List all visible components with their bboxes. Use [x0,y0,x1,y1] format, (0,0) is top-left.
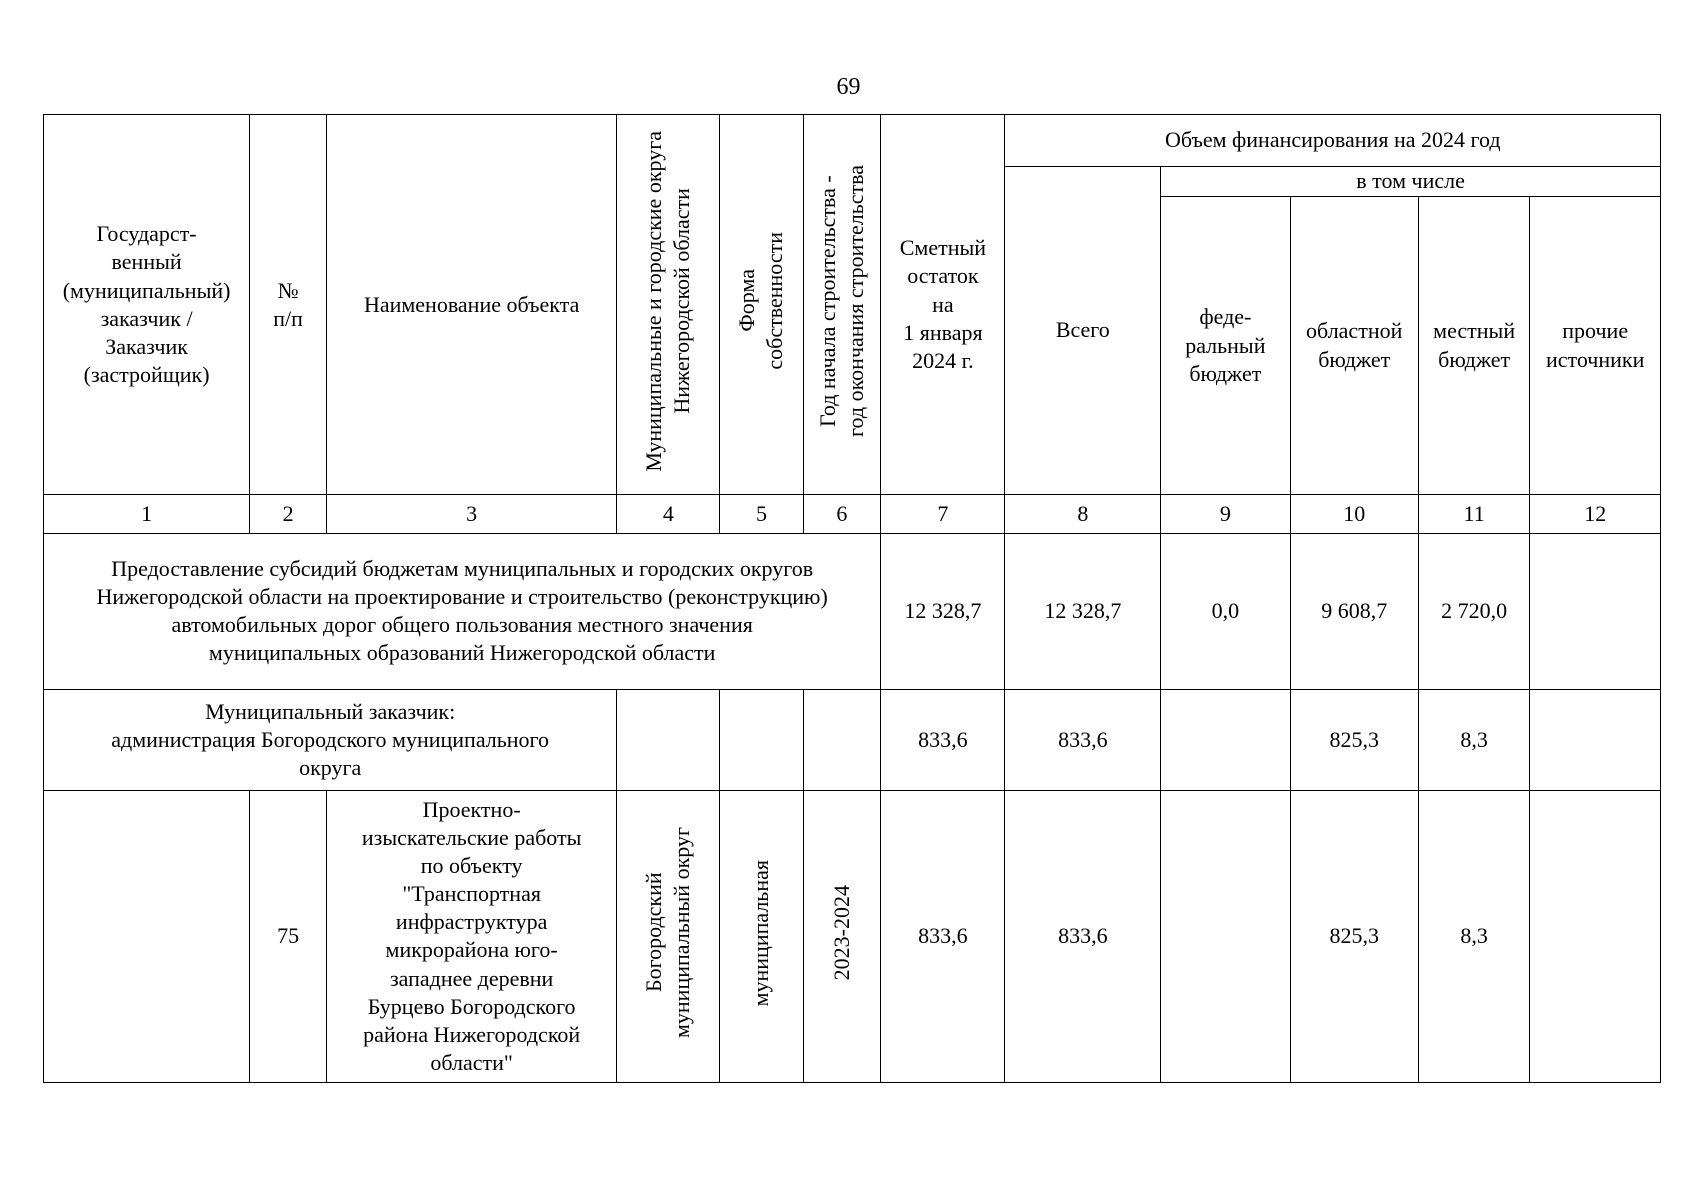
object-row [44,790,1661,1082]
header-district: Муниципальные и городские округа Нижегородской области [641,130,695,472]
object-federal [1161,790,1290,1082]
page-number: 69 [836,74,861,100]
section-total: 12 328,7 [1005,533,1161,689]
header-years: Год начала строительства - год окончания строительства [814,165,868,438]
column-number: 4 [617,495,720,533]
section-local: 2 720,0 [1418,533,1530,689]
object-regional: 825,3 [1290,790,1418,1082]
financing-table [43,114,1661,1083]
section-title: Предоставление субсидий бюджетам муниципальных и городских округов Нижегородской области на проектирование и строительство (реконструкцию) автомобильных дорог общего пользования местного значения муниципальных образований Нижегородской области [44,533,881,689]
object-years: 2023-2024 [828,885,854,981]
object-ownership: муниципальная [748,859,774,1007]
column-number: 3 [326,495,616,533]
object-other [1530,790,1661,1082]
header-local: местный бюджет [1418,196,1530,495]
header-financing-title: Объем финансирования на 2024 год [1005,115,1661,167]
object-years-cell [803,790,881,1082]
customer-local: 8,3 [1418,689,1530,790]
section-other [1530,533,1661,689]
column-number: 8 [1005,495,1161,533]
object-local: 8,3 [1418,790,1530,1082]
header-number: № п/п [250,115,327,495]
section-row [44,533,1661,689]
column-number: 11 [1418,495,1530,533]
header-estimate-remainder: Сметный остаток на 1 января 2024 г. [881,115,1005,495]
section-estimate-remainder: 12 328,7 [881,533,1005,689]
column-number: 7 [881,495,1005,533]
object-estimate-remainder: 833,6 [881,790,1005,1082]
header-customer: Государст- венный (муниципальный) заказчик / Заказчик (застройщик) [44,115,250,495]
customer-other [1530,689,1661,790]
section-federal: 0,0 [1161,533,1290,689]
column-number: 1 [44,495,250,533]
header-ownership: Форма собственности [734,232,788,370]
header-years-cell [803,115,881,495]
header-row [44,115,1661,167]
object-number: 75 [250,790,327,1082]
column-number: 5 [720,495,803,533]
header-regional: областной бюджет [1290,196,1418,495]
column-number: 6 [803,495,881,533]
column-numbers-row [44,495,1661,533]
column-number: 12 [1530,495,1661,533]
customer-name: Муниципальный заказчик: администрация Богородского муниципального округа [44,689,617,790]
customer-ownership [720,689,803,790]
header-including: в том числе [1161,166,1661,196]
header-ownership-cell [720,115,803,495]
object-ownership-cell [720,790,803,1082]
customer-federal [1161,689,1290,790]
customer-estimate-remainder: 833,6 [881,689,1005,790]
header-district-cell [617,115,720,495]
object-district-cell [617,790,720,1082]
customer-years [803,689,881,790]
column-number: 9 [1161,495,1290,533]
section-regional: 9 608,7 [1290,533,1418,689]
object-total: 833,6 [1005,790,1161,1082]
customer-row [44,689,1661,790]
header-federal: феде- ральный бюджет [1161,196,1290,495]
object-district: Богородский муниципальный округ [641,827,695,1039]
object-customer [44,790,250,1082]
customer-regional: 825,3 [1290,689,1418,790]
header-object-name: Наименование объекта [326,115,616,495]
header-total: Всего [1005,166,1161,495]
object-name: Проектно- изыскательские работы по объекту "Транспортная инфраструктура микрорайона юго- западнее деревни Бурцево Богородского района Нижегородской области" [326,790,616,1082]
header-other: прочие источники [1530,196,1661,495]
column-number: 10 [1290,495,1418,533]
customer-district [617,689,720,790]
customer-total: 833,6 [1005,689,1161,790]
column-number: 2 [250,495,327,533]
